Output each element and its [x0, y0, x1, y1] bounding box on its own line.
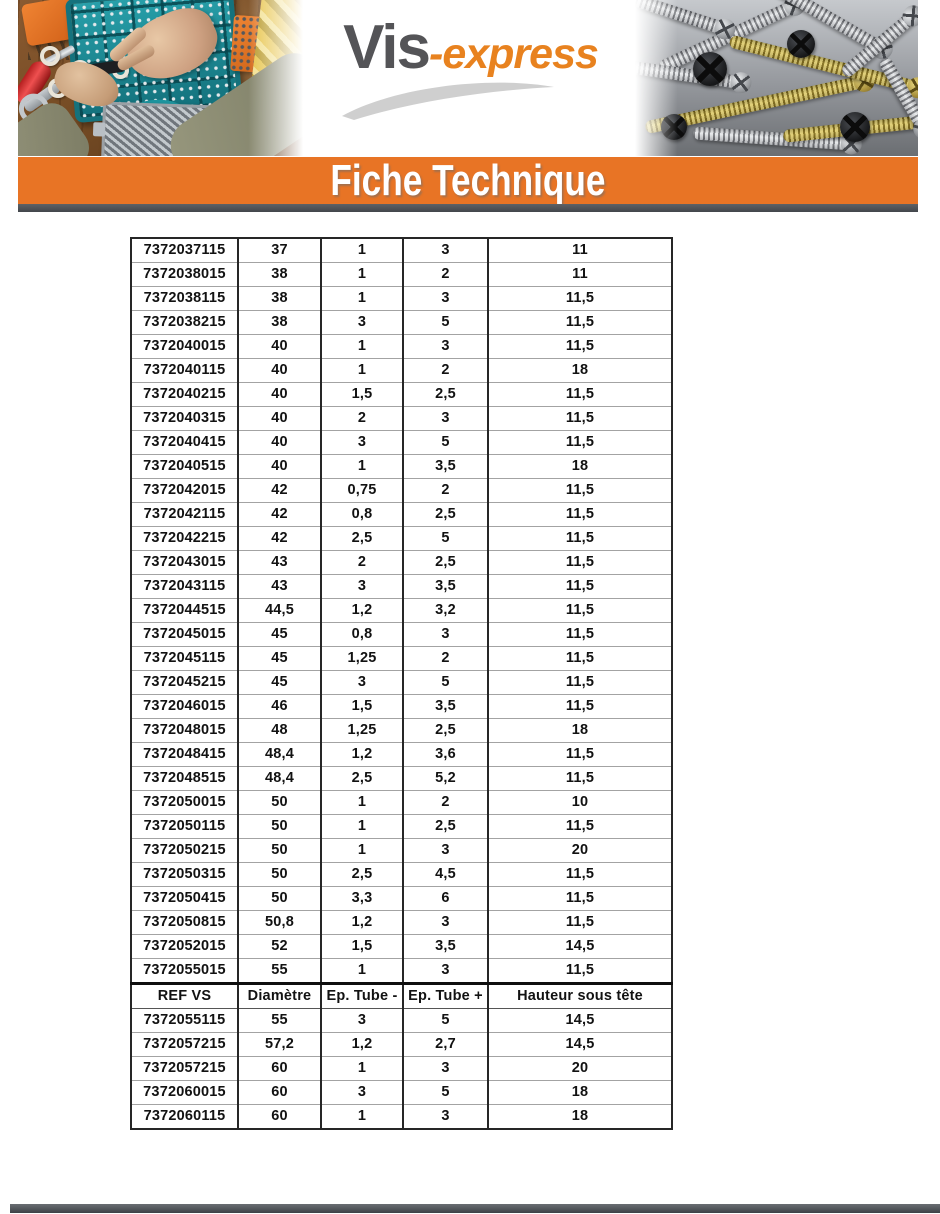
- table-cell-ep-tube-plus: 2,7: [403, 1033, 488, 1057]
- page-title: Fiche Technique: [330, 155, 606, 205]
- table-cell-ep-tube-minus: 2: [321, 551, 403, 575]
- table-row: [131, 1081, 672, 1105]
- table-cell-ref-vs: 7372052015: [131, 935, 238, 959]
- table-row: [131, 575, 672, 599]
- table-cell-diametre: 38: [238, 311, 321, 335]
- table-cell-ep-tube-plus: 3: [403, 238, 488, 263]
- table-cell-hauteur-sous-tete: 11: [488, 238, 672, 263]
- table-cell-hauteur-sous-tete: 18: [488, 719, 672, 743]
- table-cell-diametre: 50: [238, 839, 321, 863]
- table-cell-ep-tube-minus: 1: [321, 359, 403, 383]
- table-cell-ep-tube-plus: 2,5: [403, 503, 488, 527]
- table-cell-hauteur-sous-tete: 20: [488, 839, 672, 863]
- table-cell-hauteur-sous-tete: 11,5: [488, 383, 672, 407]
- table-cell-ep-tube-minus: 1: [321, 263, 403, 287]
- table-row: [131, 311, 672, 335]
- spec-table-container: [130, 237, 671, 1130]
- table-cell-diametre: 42: [238, 479, 321, 503]
- table-row: [131, 743, 672, 767]
- photo-fade-overlay: [635, 0, 918, 156]
- table-cell-hauteur-sous-tete: 11,5: [488, 407, 672, 431]
- table-cell-hauteur-sous-tete: 11,5: [488, 887, 672, 911]
- table-cell-ep-tube-minus: 1,25: [321, 647, 403, 671]
- table-cell-diametre: 52: [238, 935, 321, 959]
- table-cell-diametre: 44,5: [238, 599, 321, 623]
- table-cell-ep-tube-plus: 2: [403, 359, 488, 383]
- logo-text-secondary: -express: [429, 30, 598, 78]
- table-cell-ep-tube-plus: 5,2: [403, 767, 488, 791]
- table-cell-ref-vs: 7372042215: [131, 527, 238, 551]
- table-cell-hauteur-sous-tete: 11,5: [488, 599, 672, 623]
- table-cell-ep-tube-plus: 5: [403, 1081, 488, 1105]
- table-cell-ep-tube-minus: 1: [321, 1057, 403, 1081]
- table-cell-ref-vs: 7372050215: [131, 839, 238, 863]
- table-cell-ep-tube-plus: 2: [403, 479, 488, 503]
- table-cell-ep-tube-minus: 1: [321, 335, 403, 359]
- table-cell-ep-tube-plus: 3: [403, 959, 488, 984]
- table-cell-hauteur-sous-tete: 11,5: [488, 551, 672, 575]
- table-row: [131, 1057, 672, 1081]
- table-cell-hauteur-sous-tete: 18: [488, 1081, 672, 1105]
- photo-fade-overlay: [18, 0, 306, 156]
- table-cell-hauteur-sous-tete: 11,5: [488, 311, 672, 335]
- table-cell-ep-tube-minus: 1: [321, 959, 403, 984]
- table-cell-ep-tube-minus: 1: [321, 455, 403, 479]
- table-row: [131, 503, 672, 527]
- table-cell-ref-vs: 7372042115: [131, 503, 238, 527]
- table-cell-ref-vs: 7372040415: [131, 431, 238, 455]
- table-cell-hauteur-sous-tete: 14,5: [488, 1033, 672, 1057]
- table-cell-diametre: 37: [238, 238, 321, 263]
- table-cell-ref-vs: 7372037115: [131, 238, 238, 263]
- table-cell-hauteur-sous-tete: 18: [488, 455, 672, 479]
- table-row: [131, 455, 672, 479]
- table-row: [131, 647, 672, 671]
- table-cell-ref-vs: 7372048515: [131, 767, 238, 791]
- table-cell-hauteur-sous-tete: 14,5: [488, 1009, 672, 1033]
- table-cell-hauteur-sous-tete: 11,5: [488, 431, 672, 455]
- table-row: [131, 599, 672, 623]
- banner-underline-bar: [18, 204, 918, 212]
- table-row: [131, 623, 672, 647]
- table-row: [131, 359, 672, 383]
- table-cell-diametre: 45: [238, 671, 321, 695]
- table-cell-ref-vs: 7372050815: [131, 911, 238, 935]
- table-cell-ref-vs: 7372040115: [131, 359, 238, 383]
- table-cell-ref-vs: 7372040515: [131, 455, 238, 479]
- table-cell-ep-tube-plus: 3,5: [403, 575, 488, 599]
- table-cell-ep-tube-minus: 1: [321, 815, 403, 839]
- table-cell-ref-vs: 7372043115: [131, 575, 238, 599]
- table-cell-ref-vs: 7372055115: [131, 1009, 238, 1033]
- table-cell-ref-vs: 7372060015: [131, 1081, 238, 1105]
- table-cell-diametre: 50: [238, 791, 321, 815]
- table-cell-diametre: 38: [238, 263, 321, 287]
- table-cell-ep-tube-minus: 1,2: [321, 743, 403, 767]
- footer-rule-bar: [10, 1204, 940, 1213]
- table-row: [131, 959, 672, 984]
- table-row: [131, 335, 672, 359]
- table-cell-hauteur-sous-tete: 11,5: [488, 623, 672, 647]
- table-cell-ep-tube-minus: 2: [321, 407, 403, 431]
- table-cell-ref-vs: 7372045015: [131, 623, 238, 647]
- table-cell-diametre: 50: [238, 815, 321, 839]
- table-cell-ep-tube-minus: 3: [321, 575, 403, 599]
- table-row: [131, 791, 672, 815]
- table-cell-ep-tube-minus: 2,5: [321, 527, 403, 551]
- title-banner: [18, 157, 918, 204]
- table-row: [131, 671, 672, 695]
- table-cell-diametre: 46: [238, 695, 321, 719]
- table-cell-hauteur-sous-tete: 11,5: [488, 647, 672, 671]
- table-cell-ep-tube-plus: 2,5: [403, 719, 488, 743]
- table-cell-diametre: 42: [238, 503, 321, 527]
- table-row: [131, 1009, 672, 1033]
- table-cell-ep-tube-minus: 3: [321, 671, 403, 695]
- table-cell-hauteur-sous-tete: 11,5: [488, 911, 672, 935]
- table-cell-ref-vs: 7372040315: [131, 407, 238, 431]
- table-cell-diametre: 50: [238, 887, 321, 911]
- table-cell-hauteur-sous-tete: 14,5: [488, 935, 672, 959]
- table-header-row: [131, 984, 672, 1009]
- logo-text-primary: Vis: [343, 13, 430, 82]
- table-row: [131, 431, 672, 455]
- table-cell-ep-tube-minus: 1,5: [321, 383, 403, 407]
- table-cell-ep-tube-plus: 3: [403, 1105, 488, 1130]
- table-row: [131, 695, 672, 719]
- table-cell-ref-vs: 7372045215: [131, 671, 238, 695]
- table-cell-ep-tube-minus: 3: [321, 1009, 403, 1033]
- table-cell-ep-tube-minus: 1: [321, 287, 403, 311]
- table-cell-ref-vs: 7372043015: [131, 551, 238, 575]
- table-cell-hauteur-sous-tete: 11,5: [488, 863, 672, 887]
- table-cell-ep-tube-minus: 3,3: [321, 887, 403, 911]
- table-cell-ep-tube-plus: 2,5: [403, 551, 488, 575]
- table-cell-ref-vs: 7372044515: [131, 599, 238, 623]
- table-cell-ep-tube-plus: 2: [403, 647, 488, 671]
- table-cell-diametre: 57,2: [238, 1033, 321, 1057]
- table-row: [131, 287, 672, 311]
- table-cell-diametre: 60: [238, 1105, 321, 1130]
- table-cell-ep-tube-plus: 3: [403, 407, 488, 431]
- table-cell-ref-vs: 7372038215: [131, 311, 238, 335]
- table-cell-ep-tube-plus: 5: [403, 671, 488, 695]
- column-header-diametre: Diamètre: [238, 984, 321, 1009]
- table-row: [131, 935, 672, 959]
- table-cell-diametre: 50: [238, 863, 321, 887]
- table-cell-ep-tube-minus: 3: [321, 311, 403, 335]
- table-cell-diametre: 43: [238, 575, 321, 599]
- table-row: [131, 263, 672, 287]
- table-cell-hauteur-sous-tete: 11: [488, 263, 672, 287]
- table-cell-diametre: 43: [238, 551, 321, 575]
- table-cell-ep-tube-plus: 3: [403, 623, 488, 647]
- table-cell-diametre: 60: [238, 1081, 321, 1105]
- table-cell-ref-vs: 7372046015: [131, 695, 238, 719]
- table-row: [131, 911, 672, 935]
- table-cell-ref-vs: 7372060115: [131, 1105, 238, 1130]
- brand-logo: [306, 0, 635, 156]
- table-cell-hauteur-sous-tete: 18: [488, 359, 672, 383]
- table-cell-ref-vs: 7372057215: [131, 1057, 238, 1081]
- table-cell-diametre: 55: [238, 959, 321, 984]
- table-cell-diametre: 45: [238, 623, 321, 647]
- table-row: [131, 1105, 672, 1130]
- table-cell-ref-vs: 7372050415: [131, 887, 238, 911]
- logo-swoosh-icon: [332, 74, 562, 122]
- table-cell-ep-tube-plus: 3,5: [403, 455, 488, 479]
- table-cell-ep-tube-plus: 3,6: [403, 743, 488, 767]
- workbench-photo: [18, 0, 306, 156]
- table-cell-ref-vs: 7372050115: [131, 815, 238, 839]
- table-cell-ref-vs: 7372045115: [131, 647, 238, 671]
- column-header-ep-tube-plus: Ep. Tube +: [403, 984, 488, 1009]
- table-cell-diametre: 38: [238, 287, 321, 311]
- table-row: [131, 815, 672, 839]
- table-cell-hauteur-sous-tete: 11,5: [488, 287, 672, 311]
- table-cell-ref-vs: 7372042015: [131, 479, 238, 503]
- table-row: [131, 887, 672, 911]
- table-cell-ep-tube-minus: 0,8: [321, 623, 403, 647]
- table-cell-ref-vs: 7372038115: [131, 287, 238, 311]
- table-cell-ep-tube-minus: 1,2: [321, 1033, 403, 1057]
- table-row: [131, 238, 672, 263]
- table-cell-ep-tube-plus: 5: [403, 431, 488, 455]
- table-cell-hauteur-sous-tete: 11,5: [488, 743, 672, 767]
- table-cell-diametre: 48: [238, 719, 321, 743]
- table-cell-diametre: 48,4: [238, 767, 321, 791]
- table-cell-ref-vs: 7372055015: [131, 959, 238, 984]
- table-cell-ep-tube-minus: 1: [321, 238, 403, 263]
- table-cell-ep-tube-minus: 1: [321, 791, 403, 815]
- table-cell-ep-tube-plus: 2: [403, 791, 488, 815]
- table-cell-ep-tube-minus: 1: [321, 839, 403, 863]
- table-row: [131, 719, 672, 743]
- table-cell-ep-tube-minus: 1,2: [321, 911, 403, 935]
- table-row: [131, 863, 672, 887]
- table-cell-ep-tube-plus: 3: [403, 839, 488, 863]
- table-cell-ref-vs: 7372040015: [131, 335, 238, 359]
- table-cell-hauteur-sous-tete: 10: [488, 791, 672, 815]
- table-cell-diametre: 42: [238, 527, 321, 551]
- table-row: [131, 407, 672, 431]
- table-cell-hauteur-sous-tete: 11,5: [488, 335, 672, 359]
- table-cell-hauteur-sous-tete: 11,5: [488, 695, 672, 719]
- table-cell-ref-vs: 7372040215: [131, 383, 238, 407]
- table-cell-diametre: 40: [238, 407, 321, 431]
- column-header-ep-tube-minus: Ep. Tube -: [321, 984, 403, 1009]
- table-cell-ep-tube-plus: 3: [403, 335, 488, 359]
- table-cell-diametre: 60: [238, 1057, 321, 1081]
- table-cell-ep-tube-plus: 2: [403, 263, 488, 287]
- table-cell-ep-tube-plus: 5: [403, 1009, 488, 1033]
- table-cell-diametre: 40: [238, 431, 321, 455]
- table-cell-ep-tube-plus: 2,5: [403, 383, 488, 407]
- table-cell-diametre: 55: [238, 1009, 321, 1033]
- table-cell-hauteur-sous-tete: 18: [488, 1105, 672, 1130]
- technical-spec-table: [130, 237, 673, 1130]
- table-cell-diametre: 40: [238, 383, 321, 407]
- table-cell-diametre: 40: [238, 359, 321, 383]
- table-cell-ep-tube-plus: 3,2: [403, 599, 488, 623]
- table-cell-ep-tube-minus: 2,5: [321, 767, 403, 791]
- table-cell-hauteur-sous-tete: 11,5: [488, 815, 672, 839]
- table-cell-ep-tube-plus: 3: [403, 1057, 488, 1081]
- table-cell-ep-tube-plus: 3,5: [403, 695, 488, 719]
- table-cell-hauteur-sous-tete: 11,5: [488, 575, 672, 599]
- table-cell-ref-vs: 7372048015: [131, 719, 238, 743]
- table-cell-hauteur-sous-tete: 11,5: [488, 959, 672, 984]
- table-cell-hauteur-sous-tete: 11,5: [488, 479, 672, 503]
- table-cell-diametre: 40: [238, 455, 321, 479]
- table-cell-hauteur-sous-tete: 11,5: [488, 767, 672, 791]
- table-cell-ep-tube-minus: 1,5: [321, 935, 403, 959]
- table-row: [131, 479, 672, 503]
- table-cell-ep-tube-minus: 2,5: [321, 863, 403, 887]
- table-cell-ref-vs: 7372048415: [131, 743, 238, 767]
- table-cell-hauteur-sous-tete: 20: [488, 1057, 672, 1081]
- table-cell-ep-tube-minus: 3: [321, 431, 403, 455]
- table-cell-hauteur-sous-tete: 11,5: [488, 527, 672, 551]
- column-header-hauteur-sous-tete: Hauteur sous tête: [488, 984, 672, 1009]
- table-row: [131, 1033, 672, 1057]
- table-cell-hauteur-sous-tete: 11,5: [488, 503, 672, 527]
- table-cell-ep-tube-minus: 0,8: [321, 503, 403, 527]
- table-cell-ep-tube-minus: 1: [321, 1105, 403, 1130]
- table-cell-ref-vs: 7372038015: [131, 263, 238, 287]
- table-cell-ref-vs: 7372050015: [131, 791, 238, 815]
- table-row: [131, 551, 672, 575]
- table-cell-hauteur-sous-tete: 11,5: [488, 671, 672, 695]
- table-cell-ep-tube-plus: 2,5: [403, 815, 488, 839]
- table-cell-ep-tube-plus: 5: [403, 527, 488, 551]
- table-cell-ep-tube-plus: 3: [403, 911, 488, 935]
- table-row: [131, 767, 672, 791]
- table-cell-ep-tube-minus: 1,25: [321, 719, 403, 743]
- table-cell-diametre: 50,8: [238, 911, 321, 935]
- table-cell-ep-tube-plus: 4,5: [403, 863, 488, 887]
- masthead: [18, 0, 918, 156]
- table-cell-ep-tube-minus: 3: [321, 1081, 403, 1105]
- table-cell-ref-vs: 7372050315: [131, 863, 238, 887]
- table-cell-ref-vs: 7372057215: [131, 1033, 238, 1057]
- table-row: [131, 527, 672, 551]
- table-row: [131, 383, 672, 407]
- table-cell-ep-tube-plus: 6: [403, 887, 488, 911]
- column-header-ref-vs: REF VS: [131, 984, 238, 1009]
- table-cell-ep-tube-plus: 3,5: [403, 935, 488, 959]
- table-cell-ep-tube-minus: 1,5: [321, 695, 403, 719]
- table-cell-ep-tube-plus: 5: [403, 311, 488, 335]
- table-cell-ep-tube-plus: 3: [403, 287, 488, 311]
- table-cell-diametre: 45: [238, 647, 321, 671]
- logo-wordmark: [306, 12, 635, 83]
- table-cell-ep-tube-minus: 0,75: [321, 479, 403, 503]
- table-row: [131, 839, 672, 863]
- screws-pile-photo: [635, 0, 918, 156]
- table-cell-diametre: 48,4: [238, 743, 321, 767]
- table-cell-ep-tube-minus: 1,2: [321, 599, 403, 623]
- table-cell-diametre: 40: [238, 335, 321, 359]
